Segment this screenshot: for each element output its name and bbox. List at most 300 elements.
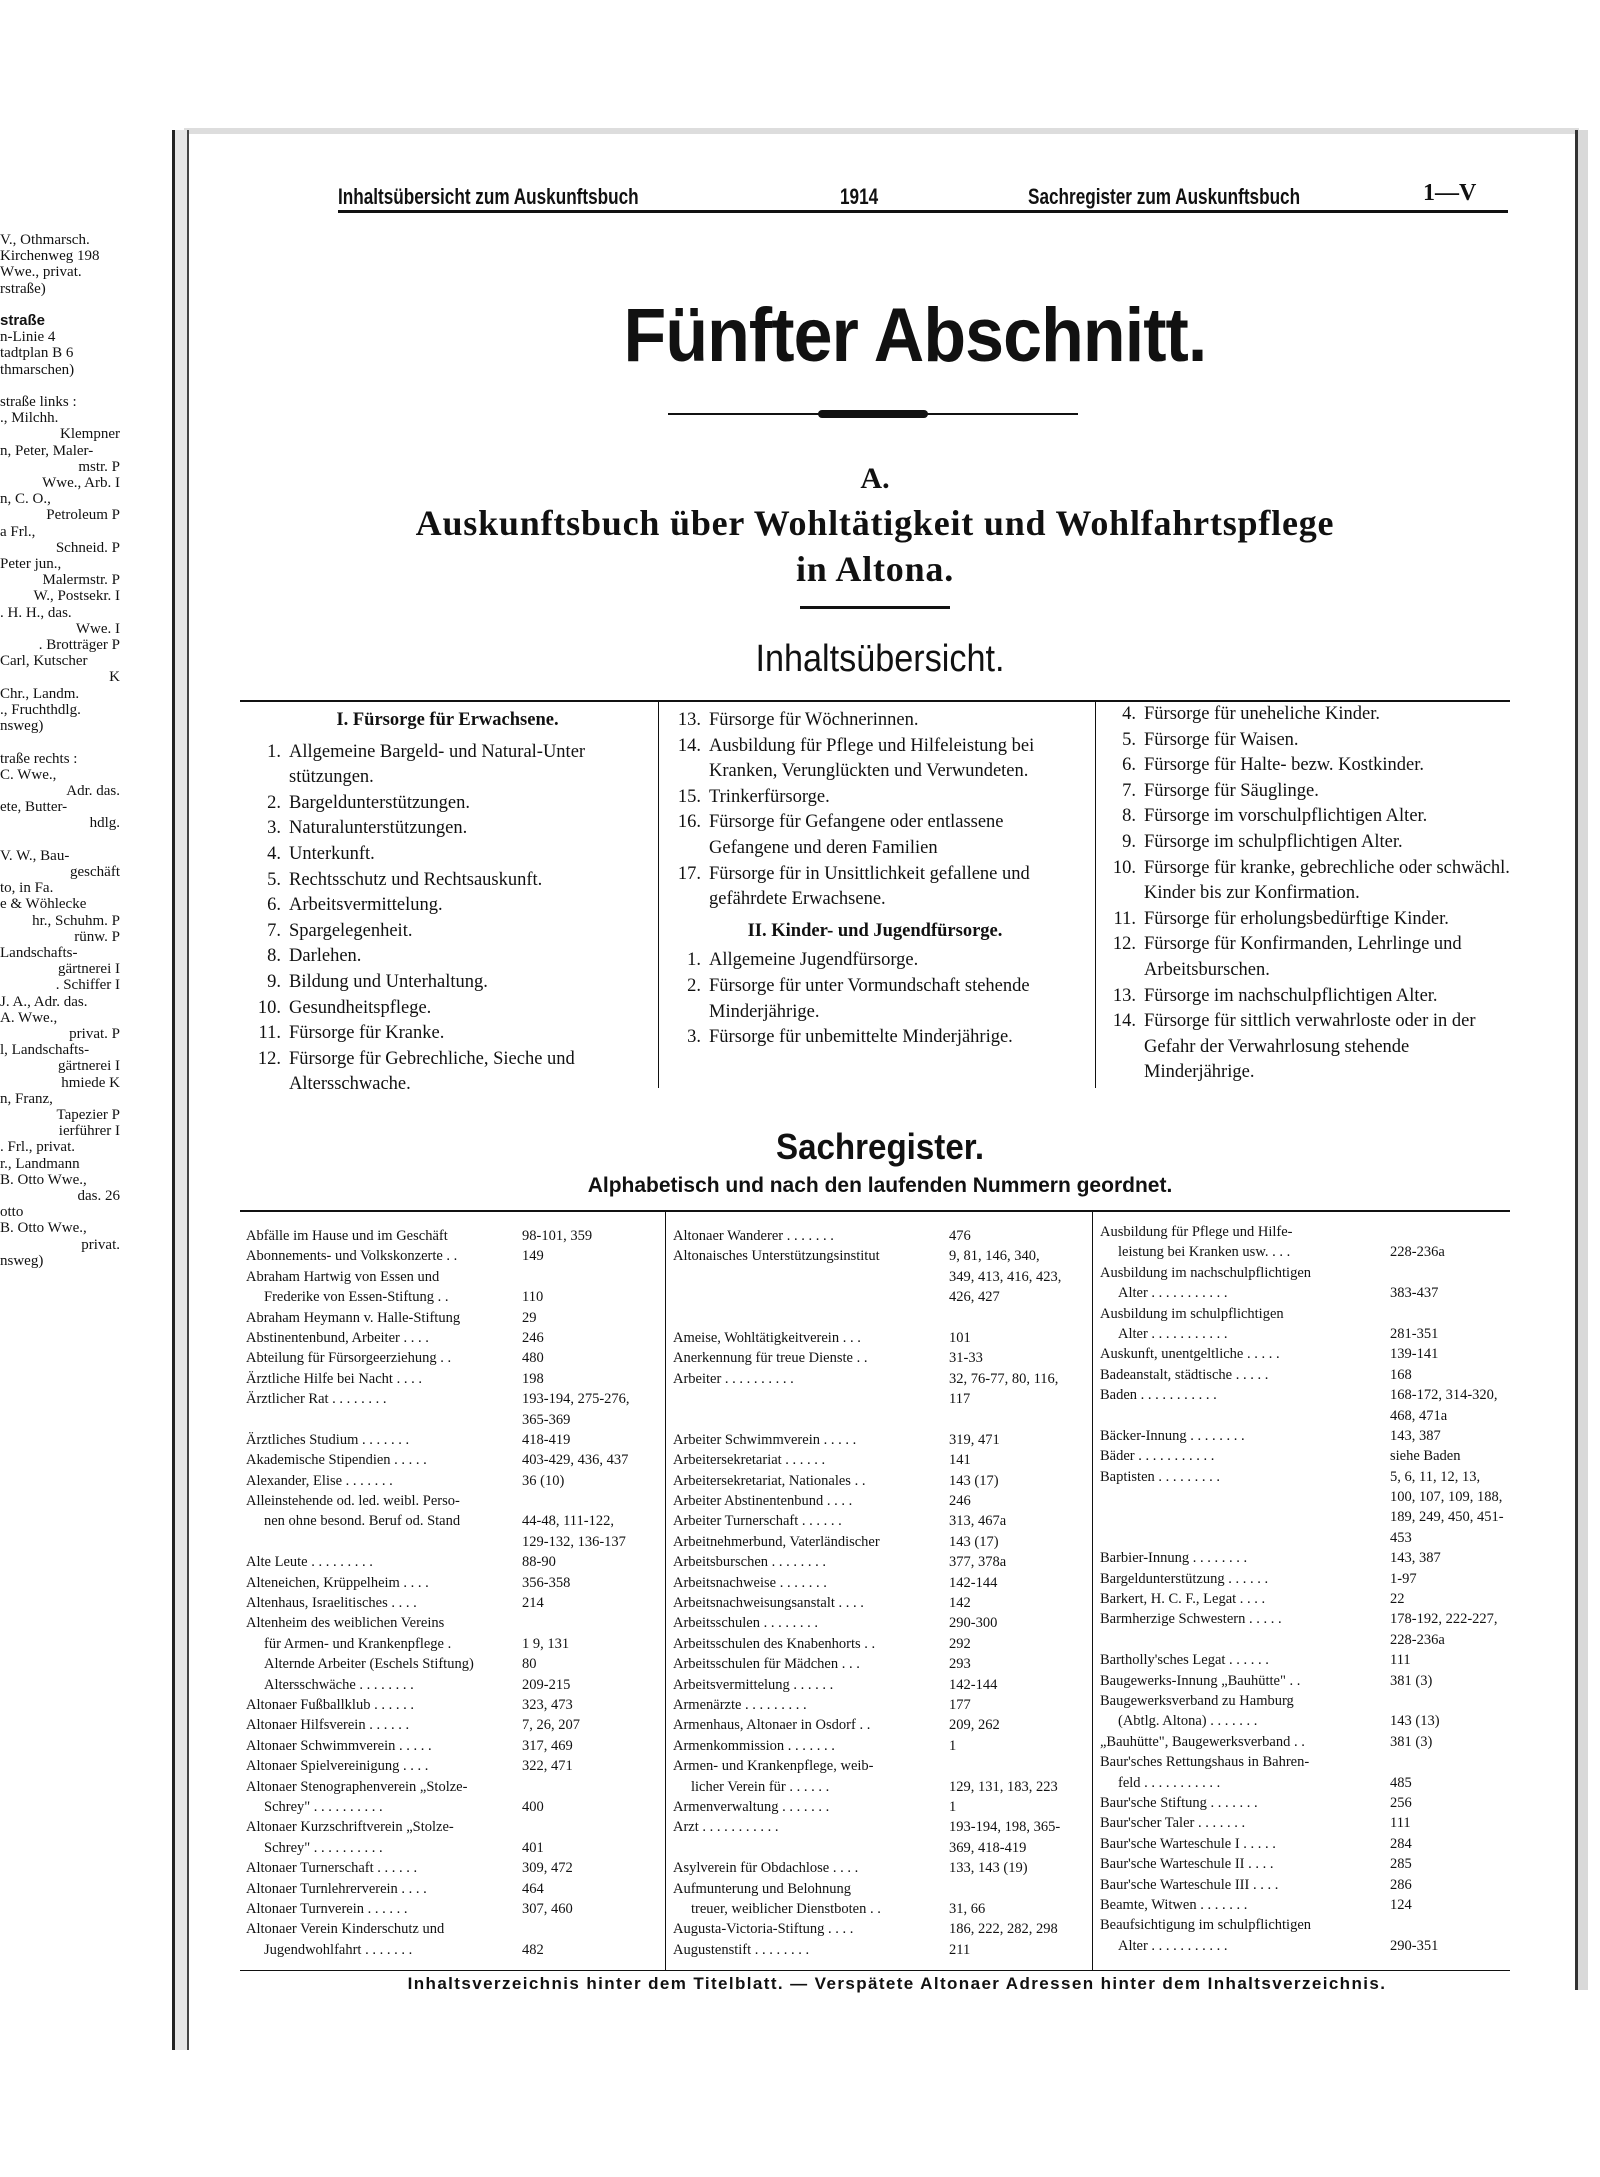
register-numbers: 290-351 bbox=[1390, 1937, 1439, 1954]
left-page-line: l, Landschafts- bbox=[0, 1042, 90, 1059]
register-term: Altonaer Spielvereinigung . . . . bbox=[246, 1758, 429, 1775]
toc-item bbox=[245, 893, 650, 919]
register-term: Altonaisches Unterstützungsinstitut bbox=[673, 1248, 880, 1265]
register-entry bbox=[1100, 1732, 1512, 1752]
register-entry bbox=[1100, 1630, 1512, 1650]
register-numbers: 211 bbox=[949, 1941, 971, 1958]
register-entry bbox=[246, 1797, 658, 1817]
register-term: Altenheim des weiblichen Vereins bbox=[246, 1615, 445, 1632]
left-page-line: . Schiffer I bbox=[55, 977, 120, 994]
register-numbers: 317, 469 bbox=[522, 1737, 573, 1754]
register-numbers: 480 bbox=[522, 1350, 544, 1367]
register-numbers: 168 bbox=[1390, 1366, 1412, 1383]
left-page-line: tadtplan B 6 bbox=[0, 345, 74, 362]
register-entry bbox=[1100, 1650, 1512, 1670]
toc-item-label: Fürsorge im vorschulpflichtigen Alter. bbox=[1144, 806, 1428, 827]
left-page-line: thmarschen) bbox=[0, 361, 75, 378]
register-numbers: 80 bbox=[522, 1656, 537, 1673]
toc-item-label: Fürsorge für Konfirmanden, Lehrlinge und Arbeitsburschen. bbox=[1144, 934, 1462, 980]
toc-item-label: Fürsorge für Gebrechliche, Sieche und Altersschwache. bbox=[289, 1048, 575, 1095]
page-right-edge bbox=[1575, 130, 1588, 1990]
register-numbers: 281-351 bbox=[1390, 1325, 1439, 1342]
register-numbers: 292 bbox=[949, 1635, 971, 1652]
register-entry bbox=[246, 1491, 658, 1511]
left-page-line: . Frl., privat. bbox=[0, 1139, 75, 1156]
register-term: Baugewerksverband zu Hamburg bbox=[1100, 1692, 1294, 1709]
register-entry bbox=[1100, 1222, 1512, 1242]
toc-item-number: 5. bbox=[267, 869, 281, 890]
register-term: Arbeitsburschen . . . . . . . . bbox=[673, 1554, 827, 1571]
register-numbers: 286 bbox=[1390, 1876, 1412, 1893]
left-page-line: Adr. das. bbox=[66, 782, 120, 799]
register-entry bbox=[1100, 1344, 1512, 1364]
left-page-line: Landschafts- bbox=[0, 944, 78, 961]
register-entry bbox=[1100, 1875, 1512, 1895]
register-numbers: 209, 262 bbox=[949, 1717, 1000, 1734]
toc-divider-1 bbox=[658, 700, 659, 1088]
toc-item-label: Fürsorge für in Unsittlichkeit gefallene und gefährdete Erwachsene. bbox=[709, 863, 1030, 910]
register-numbers: 293 bbox=[949, 1656, 971, 1673]
register-numbers: 31, 66 bbox=[949, 1900, 986, 1917]
left-page-line: a Frl., bbox=[0, 523, 36, 540]
toc-item-label: Fürsorge für Halte- bezw. Kostkinder. bbox=[1144, 755, 1425, 776]
register-term: für Armen- und Krankenpflege . bbox=[264, 1635, 452, 1652]
register-entry bbox=[673, 1410, 1087, 1430]
register-numbers: 133, 143 (19) bbox=[949, 1860, 1028, 1877]
register-term: Beamte, Witwen . . . . . . . bbox=[1100, 1896, 1248, 1913]
register-term: Baur'scher Taler . . . . . . . bbox=[1100, 1815, 1246, 1832]
register-numbers: 228-236a bbox=[1390, 1244, 1445, 1261]
register-numbers: 111 bbox=[1390, 1652, 1411, 1669]
register-term: Altonaer Kurzschriftverein „Stolze- bbox=[246, 1819, 454, 1836]
toc-item-label: Bildung und Unterhaltung. bbox=[289, 971, 488, 992]
register-numbers: 143, 387 bbox=[1390, 1550, 1441, 1567]
register-numbers: 193-194, 198, 365- bbox=[949, 1819, 1061, 1836]
register-term: Arbeitsschulen für Mädchen . . . bbox=[673, 1656, 860, 1673]
register-term bbox=[673, 1287, 945, 1307]
toc-item-label: Darlehen. bbox=[289, 946, 362, 967]
left-page-line: ierführer I bbox=[58, 1123, 120, 1140]
left-page-line: hdlg. bbox=[89, 815, 120, 832]
register-term: Arbeiter Turnerschaft . . . . . . bbox=[673, 1513, 842, 1530]
toc-item bbox=[1100, 779, 1510, 805]
toc-item bbox=[1100, 984, 1510, 1010]
register-numbers: 349, 413, 416, 423, bbox=[949, 1268, 1062, 1285]
register-term bbox=[246, 1410, 518, 1430]
left-page-line: Petroleum P bbox=[46, 507, 120, 524]
register-term: Aufmunterung und Belohnung bbox=[673, 1880, 852, 1897]
toc-item-number: 10. bbox=[257, 997, 281, 1018]
register-entry bbox=[246, 1328, 658, 1348]
left-page-line: hmiede K bbox=[61, 1074, 120, 1091]
header-left: Inhaltsübersicht zum Auskunftsbuch bbox=[338, 184, 639, 209]
register-numbers: 228-236a bbox=[1390, 1631, 1445, 1648]
register-entry bbox=[246, 1817, 658, 1837]
register-term: Augustenstift . . . . . . . . bbox=[673, 1941, 810, 1958]
title-ornament bbox=[668, 410, 1078, 418]
register-term: Baur'sche Warteschule III . . . . bbox=[1100, 1876, 1279, 1893]
left-page-line bbox=[0, 832, 120, 848]
register-entry bbox=[1100, 1813, 1512, 1833]
register-term: Arbeitsschulen . . . . . . . . bbox=[673, 1615, 818, 1632]
register-numbers: 246 bbox=[522, 1329, 544, 1346]
register-numbers: 88-90 bbox=[522, 1554, 556, 1571]
toc-item-label: Fürsorge im schulpflichtigen Alter. bbox=[1144, 831, 1403, 852]
toc-item bbox=[245, 919, 650, 945]
left-page-line: n-Linie 4 bbox=[0, 329, 56, 346]
register-numbers: 31-33 bbox=[949, 1350, 983, 1367]
register-term: treuer, weiblicher Dienstboten . . bbox=[691, 1900, 881, 1917]
left-page-line: r., Landmann bbox=[0, 1155, 80, 1172]
register-entry bbox=[246, 1858, 658, 1878]
toc-item-label: Fürsorge für erholungsbedürftige Kinder. bbox=[1144, 908, 1449, 929]
toc-item bbox=[1100, 907, 1510, 933]
register-term: Arbeiter . . . . . . . . . . bbox=[673, 1370, 794, 1387]
register-term: Baur'sche Warteschule I . . . . . bbox=[1100, 1835, 1276, 1852]
toc-item-number: 4. bbox=[267, 843, 281, 864]
register-entry bbox=[246, 1369, 658, 1389]
toc-item-label: Fürsorge für Wöchnerinnen. bbox=[709, 710, 919, 730]
toc-item-label: Allgemeine Bargeld- und Natural-Unter stützungen. bbox=[289, 741, 586, 788]
toc-item-number: 14. bbox=[677, 735, 701, 756]
register-entry bbox=[246, 1736, 658, 1756]
toc-item bbox=[1100, 1009, 1510, 1086]
toc-item bbox=[245, 996, 650, 1022]
toc-item-number: 3. bbox=[267, 818, 281, 839]
toc-column-2 bbox=[665, 708, 1085, 1051]
register-term: Baur'sche Warteschule II . . . . bbox=[1100, 1856, 1274, 1873]
register-term: Alter . . . . . . . . . . . bbox=[1118, 1285, 1228, 1302]
register-numbers: 143 (17) bbox=[949, 1472, 999, 1489]
register-entry bbox=[246, 1899, 658, 1919]
register-entry bbox=[673, 1552, 1087, 1572]
register-term: Alleinstehende od. led. weibl. Perso- bbox=[246, 1493, 460, 1510]
register-numbers: 141 bbox=[949, 1452, 971, 1469]
register-term: Arbeitersekretariat . . . . . . bbox=[673, 1452, 826, 1469]
register-term: Armenhaus, Altonaer in Osdorf . . bbox=[673, 1717, 871, 1734]
register-entry bbox=[673, 1491, 1087, 1511]
toc-item-label: Rechtsschutz und Rechtsauskunft. bbox=[289, 869, 543, 890]
register-term: Ausbildung für Pflege und Hilfe- bbox=[1100, 1224, 1293, 1240]
toc-item-number: 2. bbox=[687, 975, 701, 996]
register-term: Baur'sches Rettungshaus in Bahren- bbox=[1100, 1754, 1310, 1771]
toc-item-number: 8. bbox=[1122, 806, 1136, 827]
register-numbers: 468, 471a bbox=[1390, 1407, 1448, 1424]
register-term: leistung bei Kranken usw. . . . bbox=[1118, 1244, 1291, 1261]
register-entry bbox=[1100, 1283, 1512, 1303]
register-term: licher Verein für . . . . . . bbox=[691, 1778, 830, 1795]
register-term: Armenkommission . . . . . . . bbox=[673, 1737, 835, 1754]
toc-item bbox=[245, 791, 650, 817]
register-term: Alexander, Elise . . . . . . . bbox=[246, 1472, 393, 1489]
register-entry bbox=[673, 1267, 1087, 1287]
register-term: feld . . . . . . . . . . . bbox=[1118, 1774, 1221, 1791]
register-numbers: 464 bbox=[522, 1880, 544, 1897]
toc-item bbox=[245, 944, 650, 970]
register-numbers: 309, 472 bbox=[522, 1860, 573, 1877]
register-numbers: 29 bbox=[522, 1309, 537, 1326]
register-numbers: 9, 81, 146, 340, bbox=[949, 1248, 1040, 1265]
register-entry bbox=[673, 1308, 1087, 1328]
register-numbers: 149 bbox=[522, 1248, 544, 1265]
register-term: Altonaer Wanderer . . . . . . . bbox=[673, 1228, 834, 1244]
register-entry bbox=[246, 1675, 658, 1695]
register-entry bbox=[673, 1940, 1087, 1960]
register-term: Jugendwohlfahrt . . . . . . . bbox=[264, 1941, 413, 1958]
toc-item bbox=[245, 868, 650, 894]
register-numbers: 168-172, 314-320, bbox=[1390, 1387, 1498, 1404]
register-term: Schrey" . . . . . . . . . . bbox=[264, 1839, 383, 1856]
register-entry bbox=[673, 1226, 1087, 1246]
toc-item bbox=[1100, 932, 1510, 983]
register-entry bbox=[673, 1430, 1087, 1450]
register-entry bbox=[1100, 1446, 1512, 1466]
register-term bbox=[673, 1389, 945, 1409]
register-entry bbox=[1100, 1671, 1512, 1691]
toc-item-number: 16. bbox=[677, 812, 701, 833]
section-letter: A. bbox=[860, 462, 890, 495]
register-entry bbox=[246, 1573, 658, 1593]
register-numbers: 246 bbox=[949, 1493, 971, 1510]
register-numbers: 307, 460 bbox=[522, 1900, 573, 1917]
toc-item bbox=[665, 948, 1085, 974]
section-rule bbox=[800, 606, 950, 609]
left-page-line bbox=[0, 297, 120, 313]
register-entry bbox=[246, 1287, 658, 1307]
register-entry bbox=[246, 1308, 658, 1328]
register-entry bbox=[673, 1879, 1087, 1899]
toc-item-label: Fürsorge für unbemittelte Minderjährige. bbox=[709, 1027, 1013, 1048]
register-numbers: 214 bbox=[522, 1595, 544, 1612]
toc-item-number: 10. bbox=[1112, 857, 1136, 878]
register-entry bbox=[673, 1573, 1087, 1593]
sachregister-heading: Sachregister. bbox=[775, 1126, 985, 1167]
register-entry bbox=[1100, 1487, 1512, 1507]
register-numbers: 377, 378a bbox=[949, 1554, 1007, 1571]
register-entry bbox=[1100, 1507, 1512, 1527]
register-entry bbox=[1100, 1569, 1512, 1589]
register-term: Beaufsichtigung im schulpflichtigen bbox=[1100, 1917, 1312, 1934]
register-entry bbox=[246, 1246, 658, 1266]
register-term bbox=[673, 1410, 1085, 1430]
register-numbers: 418-419 bbox=[522, 1431, 571, 1448]
register-bottom-rule bbox=[240, 1970, 1510, 1971]
register-term: Baur'sche Stiftung . . . . . . . bbox=[1100, 1794, 1258, 1811]
toc-item-label: Fürsorge im nachschulpflichtigen Alter. bbox=[1144, 985, 1438, 1006]
section-title-line2: in Altona. bbox=[795, 549, 955, 589]
register-term: Ärztlicher Rat . . . . . . . . bbox=[246, 1391, 387, 1408]
left-page-line: gärtnerei I bbox=[57, 961, 120, 978]
register-numbers: 383-437 bbox=[1390, 1285, 1439, 1302]
register-entry bbox=[246, 1654, 658, 1674]
left-page-line: to, in Fa. bbox=[0, 880, 54, 897]
register-term: Alte Leute . . . . . . . . . bbox=[246, 1554, 373, 1571]
section-title-line1: Auskunftsbuch über Wohltätigkeit und Wohlfahrtspflege bbox=[415, 503, 1335, 543]
register-term: Ausbildung im schulpflichtigen bbox=[1100, 1305, 1284, 1322]
left-page-line: B. Otto Wwe., bbox=[0, 1171, 87, 1188]
left-page-line: Peter jun., bbox=[0, 556, 62, 573]
register-entry bbox=[246, 1532, 658, 1552]
register-entry bbox=[246, 1879, 658, 1899]
toc-item bbox=[1100, 728, 1510, 754]
register-divider-1 bbox=[665, 1210, 666, 1970]
register-entry bbox=[246, 1715, 658, 1735]
register-term: Abonnements- und Volkskonzerte . . bbox=[246, 1248, 458, 1265]
page-top-edge bbox=[184, 128, 1579, 134]
left-page-line: . Brotträger P bbox=[38, 637, 120, 654]
register-term: Augusta-Victoria-Stiftung . . . . bbox=[673, 1921, 854, 1938]
register-entry bbox=[246, 1838, 658, 1858]
toc-item-label: Fürsorge für uneheliche Kinder. bbox=[1144, 704, 1380, 724]
left-page-line: hr., Schuhm. P bbox=[32, 912, 120, 929]
register-term: Barkert, H. C. F., Legat . . . . bbox=[1100, 1591, 1266, 1608]
register-term bbox=[673, 1838, 945, 1858]
register-term bbox=[1100, 1406, 1386, 1426]
register-term: Alteneichen, Krüppelheim . . . . bbox=[246, 1574, 429, 1591]
register-numbers: 285 bbox=[1390, 1856, 1412, 1873]
register-numbers: 426, 427 bbox=[949, 1289, 1000, 1306]
left-page-line: n, C. O., bbox=[0, 491, 51, 508]
register-numbers: 290-300 bbox=[949, 1615, 998, 1632]
register-entry bbox=[673, 1450, 1087, 1470]
register-entry bbox=[673, 1919, 1087, 1939]
register-numbers: 323, 473 bbox=[522, 1696, 573, 1713]
left-page-line: rünw. P bbox=[74, 928, 120, 945]
register-term: Badeanstalt, städtische . . . . . bbox=[1100, 1366, 1269, 1383]
toc-item-number: 9. bbox=[1122, 831, 1136, 852]
register-numbers: 256 bbox=[1390, 1794, 1412, 1811]
register-term: Alternde Arbeiter (Eschels Stiftung) bbox=[264, 1656, 474, 1673]
register-entry bbox=[246, 1777, 658, 1797]
page-title: Fünfter Abschnitt. bbox=[623, 293, 1207, 378]
register-term: Ärztliches Studium . . . . . . . bbox=[246, 1431, 410, 1448]
register-numbers: 117 bbox=[949, 1391, 971, 1408]
register-top-rule bbox=[240, 1210, 1510, 1212]
toc-item bbox=[665, 708, 1085, 734]
register-entry bbox=[246, 1756, 658, 1776]
register-entry bbox=[673, 1797, 1087, 1817]
register-term: Arzt . . . . . . . . . . . bbox=[673, 1819, 779, 1836]
toc-item bbox=[1100, 830, 1510, 856]
register-term: Abraham Hartwig von Essen und bbox=[246, 1268, 440, 1285]
register-numbers: 7, 26, 207 bbox=[522, 1717, 580, 1734]
register-term: Altonaer Hilfsverein . . . . . . bbox=[246, 1717, 410, 1734]
toc-item-label: Naturalunterstützungen. bbox=[289, 818, 468, 839]
register-entry bbox=[1100, 1711, 1512, 1731]
left-page-line: gärtnerei I bbox=[57, 1058, 120, 1075]
toc-item bbox=[1100, 856, 1510, 907]
register-entry bbox=[673, 1532, 1087, 1552]
register-term: Abteilung für Fürsorgeerziehung . . bbox=[246, 1350, 452, 1367]
toc-divider-2 bbox=[1095, 700, 1096, 1088]
register-numbers: 100, 107, 109, 188, bbox=[1390, 1489, 1503, 1506]
toc-item-label: Arbeitsvermittelung. bbox=[289, 895, 443, 916]
toc-item-number: 14. bbox=[1112, 1011, 1136, 1032]
register-entry bbox=[673, 1593, 1087, 1613]
register-numbers: 101 bbox=[949, 1329, 971, 1346]
left-page-line: Wwe., Arb. I bbox=[42, 475, 120, 492]
register-numbers: 44-48, 111-122, bbox=[522, 1513, 614, 1530]
register-numbers: 400 bbox=[522, 1798, 544, 1815]
register-term: Arbeitsnachweise . . . . . . . bbox=[673, 1574, 827, 1591]
toc-heading-youth: II. Kinder- und Jugendfürsorge. bbox=[747, 920, 1003, 941]
register-numbers: 1 bbox=[949, 1737, 957, 1754]
register-term: Ausbildung im nachschulpflichtigen bbox=[1100, 1264, 1312, 1281]
register-numbers: 198 bbox=[522, 1370, 544, 1387]
register-entry bbox=[673, 1838, 1087, 1858]
register-entry bbox=[1100, 1609, 1512, 1629]
register-entry bbox=[673, 1858, 1087, 1878]
register-numbers: 476 bbox=[949, 1228, 971, 1244]
register-term: Ärztliche Hilfe bei Nacht . . . . bbox=[246, 1370, 422, 1387]
toc-item-number: 1. bbox=[687, 950, 701, 971]
register-entry bbox=[246, 1410, 658, 1430]
register-term: Altonaer Turnlehrerverein . . . . bbox=[246, 1880, 427, 1897]
toc-item bbox=[245, 1047, 650, 1098]
register-numbers: 186, 222, 282, 298 bbox=[949, 1921, 1058, 1938]
toc-item bbox=[245, 970, 650, 996]
left-page-line bbox=[0, 734, 120, 750]
toc-item-number: 4. bbox=[1122, 704, 1136, 724]
left-page-fragment bbox=[0, 232, 120, 1269]
toc-item-label: Fürsorge für sittlich verwahrloste oder in der Gefahr der Verwahrlosung stehende Minderjährige. bbox=[1144, 1011, 1476, 1083]
register-entry bbox=[1100, 1936, 1512, 1956]
left-page-line: privat. bbox=[81, 1236, 120, 1253]
register-entry bbox=[246, 1613, 658, 1633]
register-numbers: 369, 418-419 bbox=[949, 1839, 1027, 1856]
left-page-line: A. Wwe., bbox=[0, 1009, 58, 1026]
register-term bbox=[673, 1267, 945, 1287]
register-entry bbox=[1100, 1304, 1512, 1324]
register-term: Abraham Heymann v. Halle-Stiftung bbox=[246, 1309, 461, 1326]
register-numbers: 177 bbox=[949, 1696, 971, 1713]
register-column-3 bbox=[1100, 1222, 1512, 1956]
register-entry bbox=[1100, 1793, 1512, 1813]
register-entry bbox=[1100, 1691, 1512, 1711]
register-term: Baptisten . . . . . . . . . bbox=[1100, 1468, 1221, 1485]
toc-item bbox=[665, 734, 1085, 785]
register-column-2 bbox=[673, 1226, 1087, 1960]
register-entry bbox=[246, 1226, 658, 1246]
register-numbers: 401 bbox=[522, 1839, 544, 1856]
left-page-line: Chr., Landm. bbox=[0, 685, 80, 702]
register-entry bbox=[1100, 1242, 1512, 1262]
page-footer: Inhaltsverzeichnis hinter dem Titelblatt. — Verspätete Altonaer Adressen hinter dem Inhaltsverzeichnis. bbox=[407, 1974, 1387, 1993]
register-term: Altenhaus, Israelitisches . . . . bbox=[246, 1595, 417, 1612]
register-entry bbox=[673, 1899, 1087, 1919]
left-page-line: nsweg) bbox=[0, 718, 44, 735]
register-entry bbox=[1100, 1406, 1512, 1426]
register-numbers: 142 bbox=[949, 1595, 971, 1612]
left-page-line: Klempner bbox=[60, 426, 120, 443]
left-page-line: C. Wwe., bbox=[0, 766, 57, 783]
left-page-line: V. W., Bau- bbox=[0, 847, 70, 864]
toc-item bbox=[245, 842, 650, 868]
register-numbers: 482 bbox=[522, 1941, 544, 1958]
header-right: Sachregister zum Auskunftsbuch bbox=[1028, 184, 1301, 209]
register-entry bbox=[246, 1919, 658, 1939]
left-page-line: otto bbox=[0, 1204, 24, 1221]
left-page-line: Carl, Kutscher bbox=[0, 653, 88, 670]
register-term: Altonaer Fußballklub . . . . . . bbox=[246, 1696, 414, 1713]
register-entry bbox=[1100, 1915, 1512, 1935]
register-numbers: 356-358 bbox=[522, 1574, 571, 1591]
register-entry bbox=[673, 1817, 1087, 1837]
register-numbers: 403-429, 436, 437 bbox=[522, 1452, 629, 1469]
register-entry bbox=[673, 1287, 1087, 1307]
register-term: Bargeldunterstützung . . . . . . bbox=[1100, 1570, 1269, 1587]
register-term: Anerkennung für treue Dienste . . bbox=[673, 1350, 868, 1367]
